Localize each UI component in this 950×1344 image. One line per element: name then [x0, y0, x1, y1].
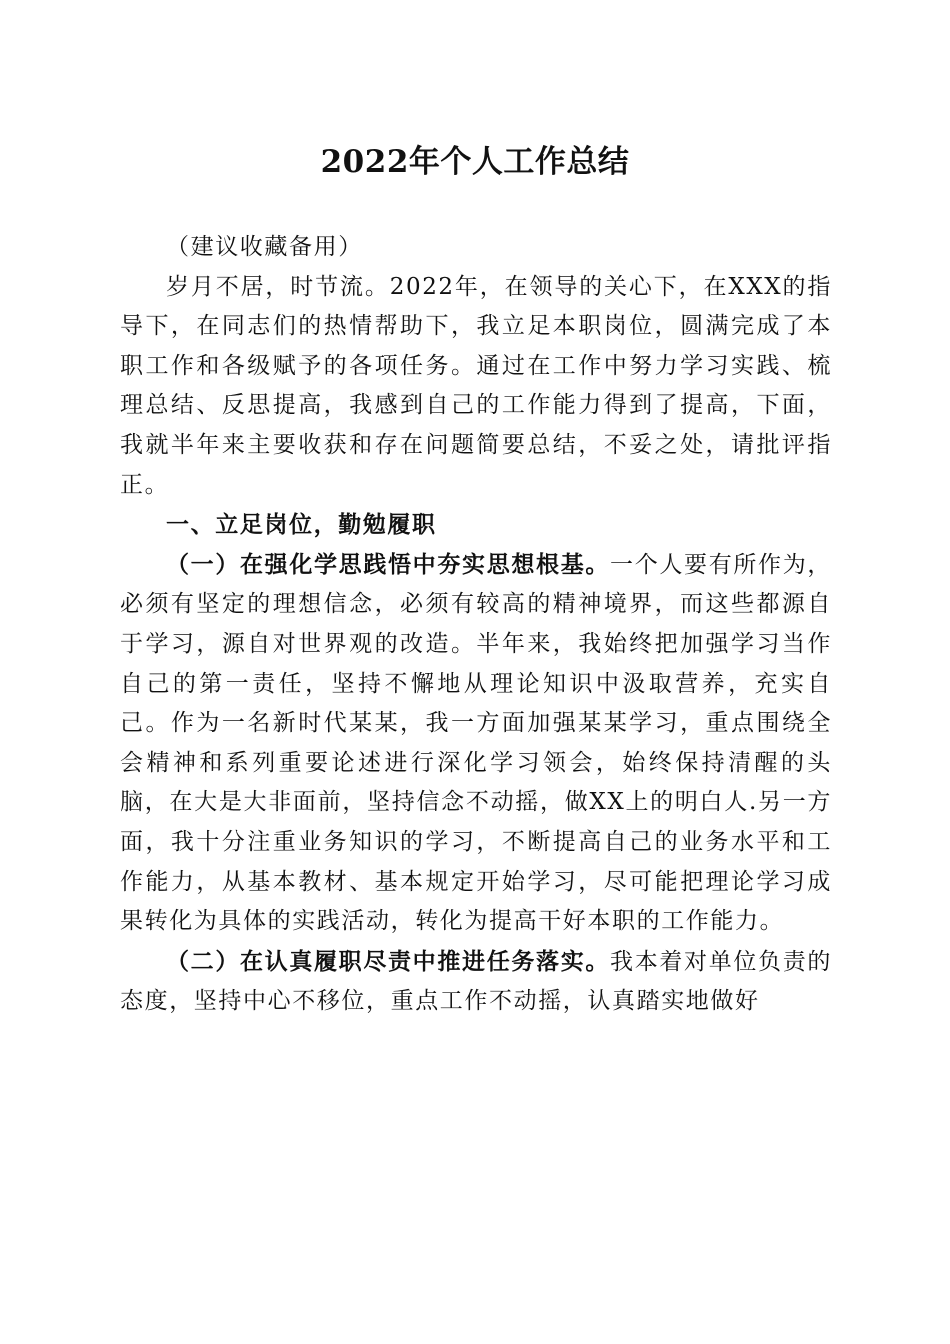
- section-heading: 一、立足岗位，勤勉履职: [166, 511, 437, 539]
- document-title: 2022年个人工作总结: [320, 144, 630, 180]
- item-1-lead: （一）在强化学思践悟中夯实思想根基。: [166, 550, 611, 578]
- intro-paragraph: 岁月不居，时节流。2022年，在领导的关心下，在XXX的指导下，在同志们的热情帮助下，我立足本职岗位，圆满完成了本职工作和各级赋予的各项任务。通过在工作中努力学习实践、梳理总结、反思提高，我感到自己的工作能力得到了提高，下面，我就半年来主要收获和存在问题简要总结，不妥之处，请批评指正。: [120, 273, 832, 498]
- item-1-text: 一个人要有所作为，必须有坚定的理想信念，必须有较高的精神境界，而这些都源自于学习，源自对世界观的改造。半年来，我始终把加强学习当作自己的第一责任，坚持不懈地从理论知识中汲取营养，充实自己。作为一名新时代某某，我一方面加强某某学习，重点围绕全会精神和系列重要论述进行深化学习领会，始终保持清醒的头脑，在大是大非面前，坚持信念不动摇，做XX上的明白人.另一方面，我十分注重业务知识的学习，不断提高自己的业务水平和工作能力，从基本教材、基本规定开始学习，尽可能把理论学习成果转化为具体的实践活动，转化为提高干好本职的工作能力。: [120, 551, 832, 935]
- section-item-2: [120, 942, 832, 1022]
- item-2-lead: （二）在认真履职尽责中推进任务落实。: [166, 947, 611, 975]
- section-item-1: [120, 545, 832, 942]
- item-2-text: 我本着对单位负责的态度，坚持中心不移位，重点工作不动摇，认真踏实地做好: [120, 948, 832, 1015]
- note-paragraph: （建议收藏备用）: [166, 234, 363, 260]
- document-body: [120, 228, 832, 1022]
